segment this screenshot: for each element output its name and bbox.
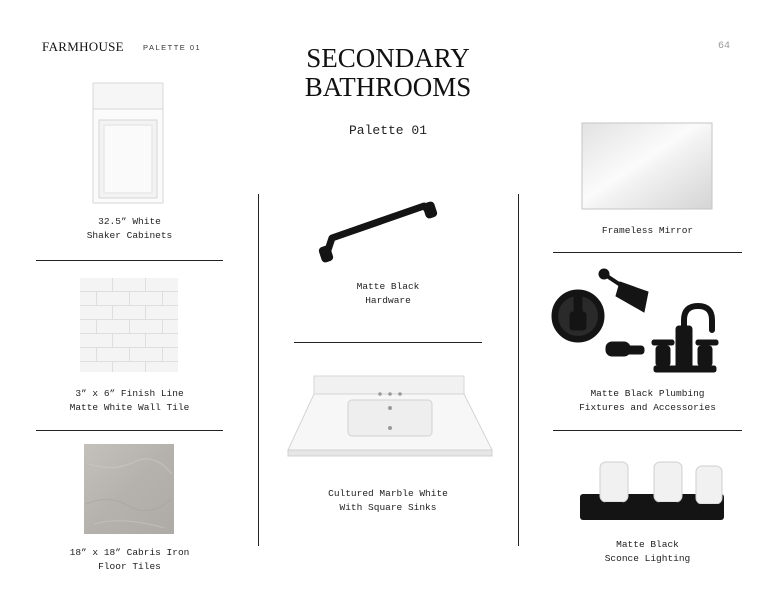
page-number: 64 [718,41,731,52]
hardware-caption-line-2: Hardware [365,295,411,306]
divider-vertical-left [258,194,259,546]
divider-left-2 [36,430,223,431]
sink-caption-line-1: Cultured Marble White [328,488,448,499]
plumbing-caption-line-1: Matte Black Plumbing [590,388,705,399]
brand-name: FARMHOUSE [42,39,124,54]
hardware-caption [294,280,482,308]
frameless-mirror-image [581,122,713,210]
divider-right-2 [553,430,742,431]
divider-left-1 [36,260,223,261]
wall-tile-caption-line-1: 3” x 6” Finish Line [75,388,184,399]
lighting-caption-line-1: Matte Black [616,539,679,550]
wall-tile-caption [36,387,223,415]
divider-vertical-right [518,194,519,546]
white-vanity-sink-top-image [286,374,494,458]
page-title-line-1: SECONDARY [306,43,470,73]
cabinets-caption-line-2: Shaker Cabinets [86,230,173,241]
lighting-caption-line-2: Sconce Lighting [604,553,691,564]
black-shower-faucet-set-image [548,264,720,376]
wall-tile-caption-line-2: Matte White Wall Tile [69,402,190,413]
divider-center [294,342,482,343]
plumbing-caption [553,387,742,415]
floor-tile-caption-line-2: Floor Tiles [98,561,161,572]
palette-tag: PALETTE 01 [143,43,202,52]
sink-caption [294,487,482,515]
black-three-light-sconce-image [578,458,726,526]
hardware-caption-line-1: Matte Black [356,281,420,292]
divider-right-1 [553,252,742,253]
lighting-caption [553,538,742,566]
cabinets-caption-line-1: 32.5” White [98,216,161,227]
floor-tile-caption [36,546,223,574]
floor-tile-caption-line-1: 18” x 18” Cabris Iron [69,547,190,558]
black-bar-pull-image [318,198,440,268]
mirror-caption-line-1: Frameless Mirror [601,225,694,236]
plumbing-caption-line-2: Fixtures and Accessories [579,402,716,413]
page-subtitle: Palette 01 [348,123,427,138]
gray-floor-tile-image [84,444,174,534]
page-title [288,44,488,102]
white-shaker-cabinet-image [92,82,164,204]
cabinets-caption [36,215,223,243]
mirror-caption [553,224,742,238]
sink-caption-line-2: With Square Sinks [339,502,437,513]
page-title-line-2: BATHROOMS [304,72,472,102]
white-subway-tile-image [80,278,178,372]
